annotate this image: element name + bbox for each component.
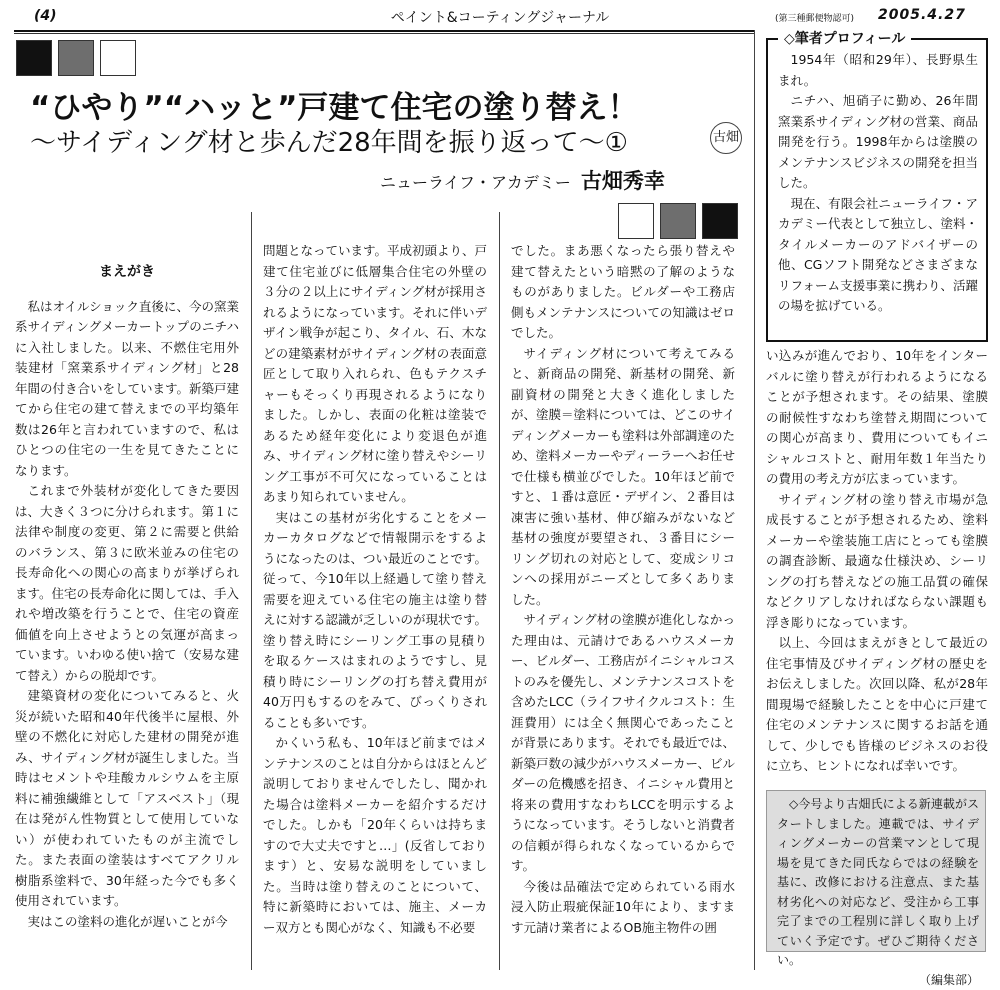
- profile-title: ◇筆者プロフィール: [778, 28, 911, 48]
- deco-square-black: [16, 40, 52, 76]
- paragraph: でした。まあ悪くなったら張り替えや建て替えたという暗黙の了解のようなものがありました。ビルダーや工務店側もメンテナンスについての知識はゼロでした。: [511, 241, 735, 344]
- paragraph: 以上、今回はまえがきとして最近の住宅事情及びサイディング材の歴史をお伝えしました。次回以降、私が28年間現場で経験したことを中心に戸建て住宅のメンテナンスに関するお話を通して、少しでも皆様のビジネスのお役に立ち、ヒントになれば幸いです。: [766, 633, 988, 777]
- article-title: “ひやり”“ハッと”戸建て住宅の塗り替え！: [30, 82, 639, 127]
- paragraph: 問題となっています。平成初頭より、戸建て住宅並びに低層集合住宅の外壁の３分の２以上にサイディング材が採用されるようになっています。それに伴いデザイン戦争が起こり、タイル、石、木などの建築素材がサイディング材の表面意匠として取り入れられ、色もテクスチャーもそっくり再現されるようになりました。しかし、表面の化粧は塗装であるため経年変化により変退色が進み、サイディング材に塗り替えやシーリング工事が不可欠になっていることはあまり知られていません。: [263, 241, 487, 508]
- issue-date: 2005.4.27: [878, 7, 966, 23]
- paragraph: 実はこの塗料の進化が遅いことが今: [15, 912, 239, 933]
- author-profile-box: [766, 38, 988, 342]
- paragraph: かくいう私も、10年ほど前まではメンテナンスのことは自分からはほとんど説明しておりませんでしたし、聞かれた場合は塗料メーカーを紹介するだけでした。しかも「20年くらいは持ちますので大丈夫ですと…」(反省しております）と、安易な説明をしていました。当時は塗り替えのことについて、特に新築時においては、施主、メーカー双方とも関心がなく、知識も不必要: [263, 733, 487, 938]
- deco-square-black-2: [702, 203, 738, 239]
- page-number: (4): [34, 8, 57, 24]
- editor-note-signature: （編集部）: [777, 971, 979, 990]
- section-heading: まえがき: [15, 262, 239, 283]
- paragraph: これまで外装材が変化してきた要因は、大きく３つに分けられます。第１に法律や制度の変更、第２に需要と供給のバランス、第３に欧米並みの住宅の長寿命化への関心の高まりが挙げられます。住宅の長寿命化に関しては、手入れや増改築を行うことで、住宅の資産価値を向上させようとの気運が高まっています。いわゆる使い捨て（安易な建て替え）からの脱却です。: [15, 481, 239, 686]
- article-column-3: [511, 241, 735, 938]
- profile-paragraph: ニチハ、旭硝子に勤め、26年間窯業系サイディング材の営業、商品開発を行う。1998年からは塗膜のメンテナンスビジネスの開発を担当した。: [778, 91, 978, 194]
- paragraph: サイディング材について考えてみると、新商品の開発、新基材の開発、新副資材の開発と大きく進化しましたが、塗膜＝塗料については、どこのサイディングメーカーも塗料は外部調達のため、塗料メーカーやディーラーへお任せで仕様も横並びでした。10年ほど前ですと、１番は意匠・デザイン、２番目は凍害に強い基材、伸び縮みがないなど基材の強度が要望され、３番目にシーリング切れの対応として、変成シリコンへの採用がニーズとして多くありました。: [511, 344, 735, 611]
- postal-permit: (第三種郵便物認可): [775, 11, 854, 24]
- profile-paragraph: 1954年（昭和29年）、長野県生まれ。: [778, 50, 978, 91]
- paragraph: 建築資材の変化についてみると、火災が続いた昭和40年代後半に屋根、外壁の不燃化に対応した建材の開発が進み、サイディング材が誕生しました。当時はセメントや珪酸カルシウムを主原料に補強繊維として「アスベスト」（現在は発がん性物質として使用していない）が使われていたものが主流でした。また表面の塗装はすべてアクリル樹脂系塗料で、30年経った今でも多く使用されています。: [15, 686, 239, 912]
- article-column-1: [15, 248, 239, 932]
- header-rule: [14, 30, 754, 32]
- deco-square-gray-2: [660, 203, 696, 239]
- publication-name: ペイント&コーティングジャーナル: [0, 7, 1000, 27]
- page-header: [0, 0, 1000, 30]
- paragraph: い込みが進んでおり、10年をインターバルに塗り替えが行われるようになることが予想されます。その結果、塗膜の耐候性すなわち塗替え期間についての関心が高まり、費用についてもイニシャルコストと、耐用年数１年当たりの費用の考え方が広まっています。: [766, 346, 988, 490]
- author-seal: 古畑: [710, 122, 742, 154]
- deco-square-gray: [58, 40, 94, 76]
- author-name: 古畑秀幸: [581, 168, 665, 193]
- column-rule: [499, 212, 500, 970]
- byline: [380, 165, 665, 195]
- column-rule: [251, 212, 252, 970]
- article-column-4: [766, 346, 988, 777]
- paragraph: サイディング材の塗膜が進化しなかった理由は、元請けであるハウスメーカー、ビルダー、工務店がイニシャルコストのみを優先し、メンテナンスコストを含めたLCC（ライフサイクルコスト：生涯費用）には全く無関心であったことが背景にあります。それでも最近では、新築戸数の減少がハウスメーカー、ビルダーの危機感を招き、イニシャル費用と将来の費用すなわちLCCを明示するようになっています。そうしないと消費者の信頼が得られなくなっているからです。: [511, 610, 735, 877]
- header-rule-thin: [14, 33, 754, 34]
- paragraph: 実はこの基材が劣化することをメーカーカタログなどで情報開示をするようになったのは、つい最近のことです。従って、今10年以上経過して塗り替え需要を迎えている住宅の施主は塗り替えに対する認識が乏しいのが現状です。塗り替え時にシーリング工事の見積りを取るケースはまれのようですし、見積り時にシーリングの打ち替え費用が40万円もするのをみて、びっくりされることも多いです。: [263, 508, 487, 734]
- editor-note-text: ◇今号より古畑氏による新連載がスタートしました。連載では、サイディングメーカーの営業マンとして現場を見てきた同氏ならではの経験を基に、改修における注意点、また基材劣化への対応など、受注から工事完了までの工程別に詳しく取り上げていく予定です。ぜひご期待ください。: [777, 795, 979, 971]
- article-column-2: [263, 241, 487, 938]
- paragraph: サイディング材の塗り替え市場が急成長することが予想されるため、塗料メーカーや塗装施工店にとっても塗膜の調査診断、最適な仕様決め、シーリングの打ち替えなどの施工品質の確保などクリアしなければならない課題も浮き彫りになっています。: [766, 490, 988, 634]
- editor-note: [766, 790, 986, 952]
- profile-paragraph: 現在、有限会社ニューライフ・アカデミー代表として独立し、塗料・タイルメーカーのアドバイザーの他、CGソフト開発などさまざまなリフォーム支援事業に携わり、活躍の場を拡げている。: [778, 194, 978, 317]
- deco-square-white-2: [618, 203, 654, 239]
- column-rule: [754, 30, 755, 970]
- deco-square-white: [100, 40, 136, 76]
- article-subtitle: ～サイディング材と歩んだ28年間を振り返って～①: [30, 122, 628, 159]
- paragraph: 今後は品確法で定められている雨水浸入防止瑕疵保証10年により、ますます元請け業者によるOB施主物件の囲: [511, 877, 735, 939]
- author-organization: ニューライフ・アカデミー: [380, 173, 571, 192]
- paragraph: 私はオイルショック直後に、今の窯業系サイディングメーカートップのニチハに入社しました。以来、不燃住宅用外装建材「窯業系サイディング材」と28年間の付き合いをしています。新築戸建てから住宅の建て替えまでの平均築年数は26年と言われていますので、私はひとつの住宅の一生を見てきたことになります。: [15, 297, 239, 482]
